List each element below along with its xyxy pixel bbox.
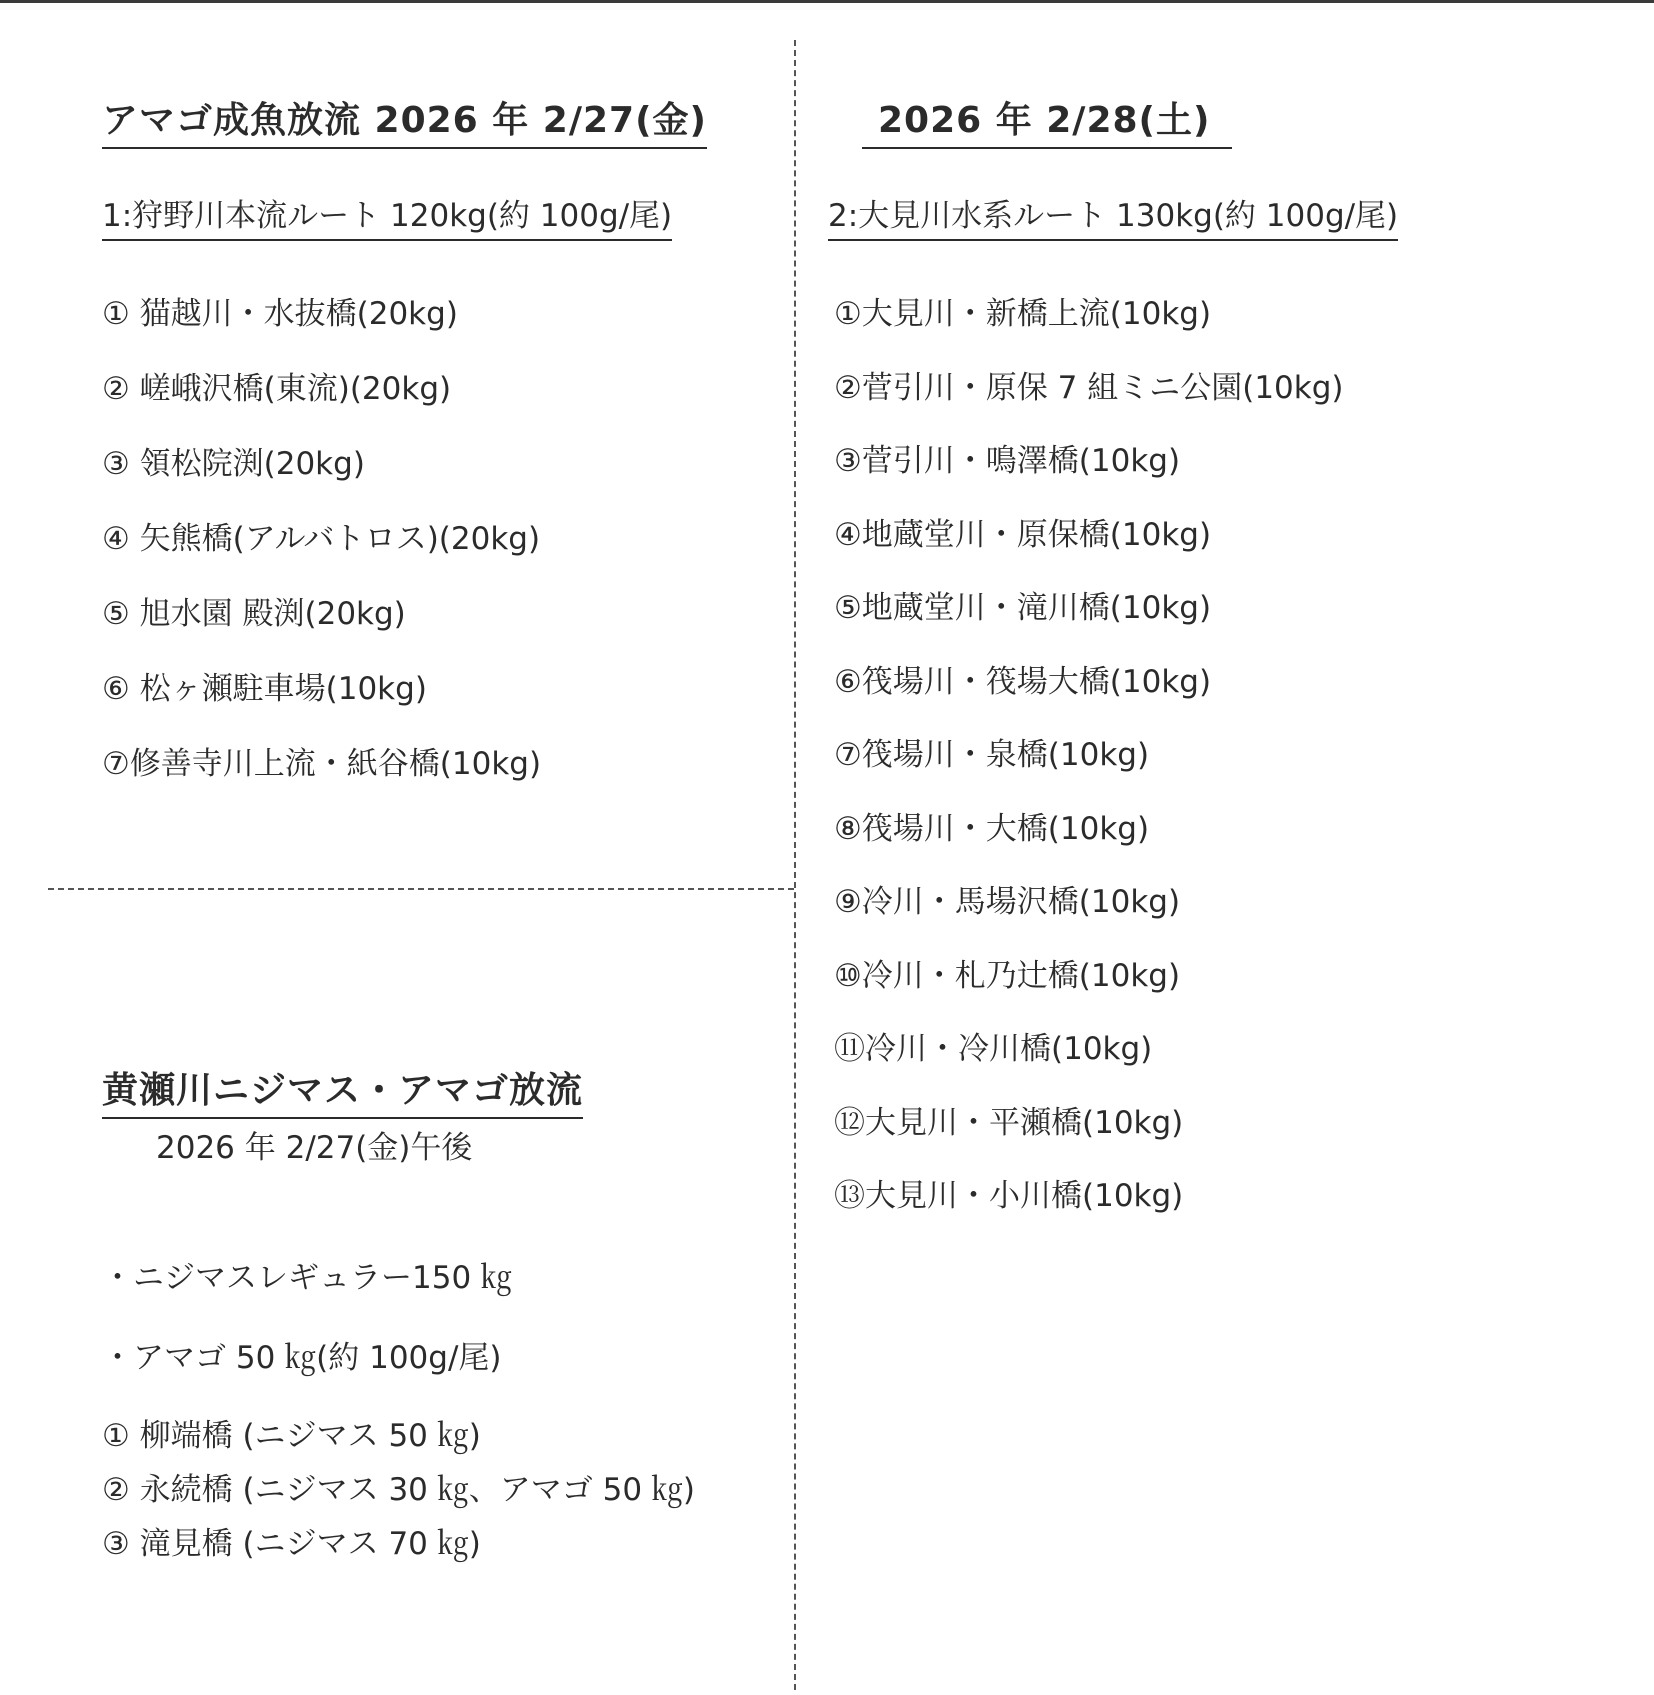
list-item: ⑫大見川・平瀬橋(10kg)	[834, 1104, 1184, 1141]
list-item: ⑤ 旭水園 殿渕(20kg)	[102, 596, 406, 632]
list-item: ② 嵯峨沢橋(東流)(20kg)	[102, 371, 452, 407]
list-item: ④ 矢熊橋(アルバトロス)(20kg)	[102, 521, 541, 557]
list-item: ⑩冷川・札乃辻橋(10kg)	[834, 957, 1181, 994]
bottom-section-title: 黄瀬川ニジマス・アマゴ放流	[102, 1062, 583, 1119]
list-item: ③ 領松院渕(20kg)	[102, 446, 365, 482]
list-item: ①大見川・新橋上流(10kg)	[834, 296, 1212, 332]
right-section-title: 2026 年 2/28(土)	[862, 92, 1232, 149]
left-section-title: アマゴ成魚放流 2026 年 2/27(金)	[102, 92, 707, 149]
horizontal-divider	[48, 888, 794, 890]
list-item: ⑪冷川・冷川橋(10kg)	[834, 1031, 1153, 1067]
left-route-title: 1:狩野川本流ルート 120kg(約 100g/尾)	[102, 190, 672, 241]
list-item: ⑥ 松ヶ瀬駐車場(10kg)	[102, 671, 427, 707]
bullet-amago: ・アマゴ 50 ㎏(約 100g/尾)	[102, 1340, 502, 1376]
list-item: ⑧筏場川・大橋(10kg)	[834, 810, 1150, 847]
list-item: ② 永続橋 (ニジマス 30 ㎏、アマゴ 50 ㎏)	[102, 1472, 695, 1508]
list-item: ⑬大見川・小川橋(10kg)	[834, 1178, 1184, 1214]
list-item: ④地蔵堂川・原保橋(10kg)	[834, 516, 1212, 553]
list-item: ① 猫越川・水抜橋(20kg)	[102, 296, 458, 332]
list-item: ⑥筏場川・筏場大橋(10kg)	[834, 663, 1212, 700]
list-item: ⑨冷川・馬場沢橋(10kg)	[834, 884, 1181, 920]
list-item: ⑤地蔵堂川・滝川橋(10kg)	[834, 590, 1212, 626]
right-route-title: 2:大見川水系ルート 130kg(約 100g/尾)	[828, 190, 1398, 241]
bullet-rainbow-trout: ・ニジマスレギュラー150 ㎏	[102, 1260, 513, 1296]
bottom-section-date: 2026 年 2/27(金)午後	[156, 1130, 473, 1166]
list-item: ⑦筏場川・泉橋(10kg)	[834, 737, 1150, 773]
list-item: ③ 滝見橋 (ニジマス 70 ㎏)	[102, 1526, 481, 1562]
vertical-divider	[794, 40, 796, 1690]
list-item: ②菅引川・原保 7 組ミニ公園(10kg)	[834, 369, 1344, 406]
list-item: ① 柳端橋 (ニジマス 50 ㎏)	[102, 1418, 481, 1454]
page-top-edge	[0, 0, 1654, 3]
list-item: ⑦修善寺川上流・紙谷橋(10kg)	[102, 746, 542, 782]
list-item: ③菅引川・鳴澤橋(10kg)	[834, 443, 1181, 479]
